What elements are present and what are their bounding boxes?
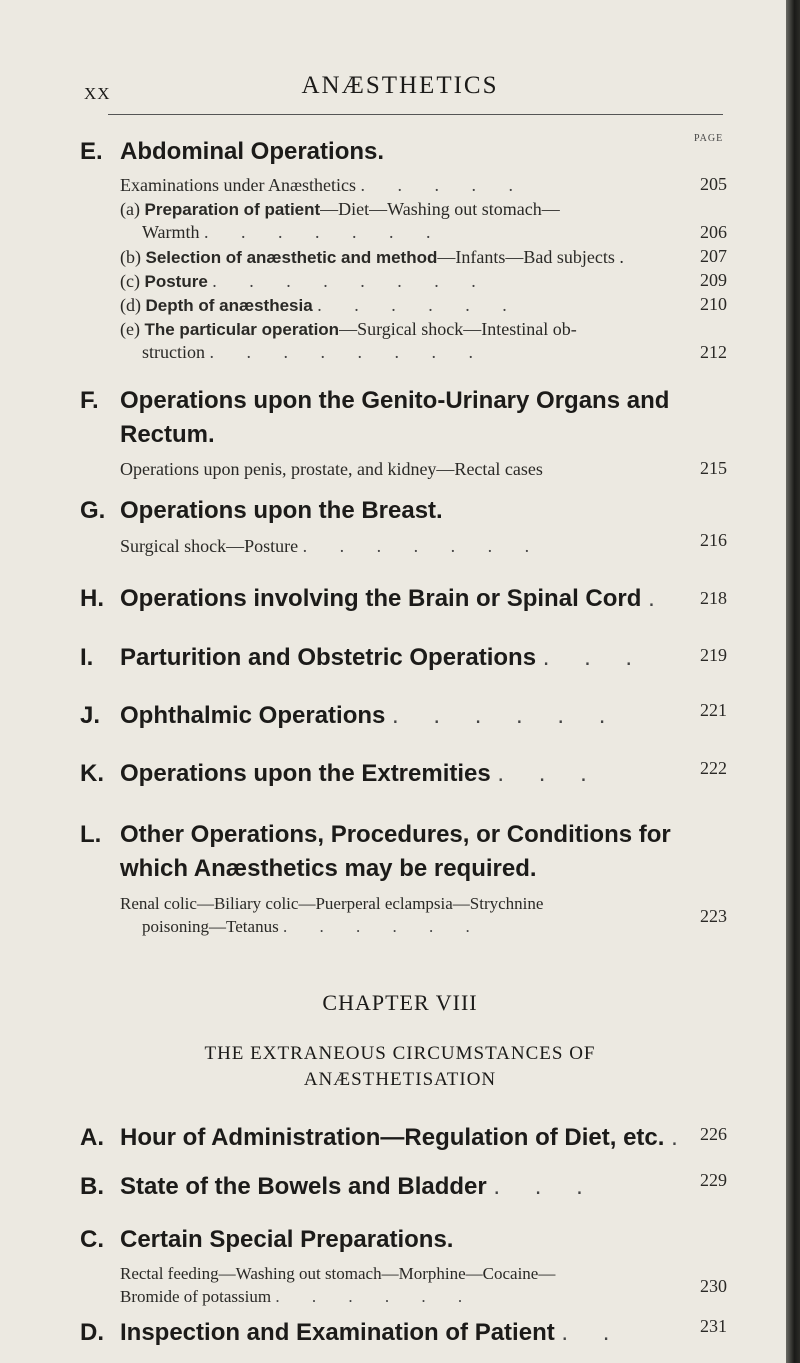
page-column-label: PAGE [694,133,724,144]
section-a-heading: A. Hour of Administration—Regulation of Diet, etc. . [80,1124,692,1151]
section-h-heading: H. Operations involving the Brain or Spinal Cord . [80,585,669,612]
page-number: 207 [700,246,727,266]
toc-entry: (d) Depth of anæsthesia . . . . . . [120,295,521,315]
toc-entry: Operations upon penis, prostate, and kidney—Rectal cases [120,459,543,479]
page-number: 215 [700,458,727,478]
toc-entry: Rectal feeding—Washing out stomach—Morphine—Cocaine— Bromide of potassium . . . . . . [120,1264,556,1306]
toc-entry: Surgical shock—Posture . . . . . . . [120,536,544,556]
running-title: ANÆSTHETICS [301,72,499,99]
page-number: 219 [700,645,727,665]
page-number: 216 [700,530,727,550]
section-i-heading: I. Parturition and Obstetric Operations . . . [80,644,647,671]
page-number: 221 [700,700,727,720]
section-b-heading: B. State of the Bowels and Bladder . . . [80,1173,597,1200]
page-number: 218 [700,588,727,608]
chapter-title-line-1: THE EXTRANEOUS CIRCUMSTANCES OF [204,1043,596,1064]
header-rule [108,114,723,115]
section-j-heading: J. Ophthalmic Operations . . . . . . [80,702,620,729]
page-number: 210 [700,294,727,314]
page-number: 230 [700,1276,727,1296]
page-number: 226 [700,1124,727,1144]
page-number: 223 [700,906,727,926]
page-number: 222 [700,758,727,778]
section-d-heading: D. Inspection and Examination of Patient . . [80,1319,624,1346]
section-g-heading: G. Operations upon the Breast. [80,497,443,524]
page-number: 206 [700,222,727,242]
page-number: 212 [700,342,727,362]
toc-entry: (b) Selection of anæsthetic and method—Infants—Bad subjects . [120,247,624,267]
chapter-title-line-2: ANÆSTHETISATION [303,1069,497,1090]
page-number: 209 [700,270,727,290]
toc-entry: Renal colic—Biliary colic—Puerperal eclampsia—Strychnine poisoning—Tetanus . . . . . . [120,894,544,936]
page-number: 229 [700,1170,727,1190]
section-l-heading: L. Other Operations, Procedures, or Conditions for which Anæsthetics may be required. [80,821,671,882]
page-folio: XX [84,84,111,103]
toc-entry: (a) Preparation of patient—Diet—Washing out stomach— Warmth . . . . . . . [120,199,560,242]
section-k-heading: K. Operations upon the Extremities . . . [80,760,601,787]
page-number: 205 [700,174,727,194]
page-number: 231 [700,1316,727,1336]
toc-entry: (c) Posture . . . . . . . . [120,271,490,291]
page-edge [786,0,800,1363]
toc-entry: (e) The particular operation—Surgical shock—Intestinal ob- struction . . . . . . . . [120,319,577,362]
chapter-heading: CHAPTER VIII [322,990,478,1015]
section-e-heading: E. Abdominal Operations. [80,138,385,165]
toc-entry: Examinations under Anæsthetics . . . . . [120,175,527,195]
section-c-heading: C. Certain Special Preparations. [80,1226,454,1253]
section-f-heading: F. Operations upon the Genito-Urinary Organs and Rectum. [80,387,670,448]
